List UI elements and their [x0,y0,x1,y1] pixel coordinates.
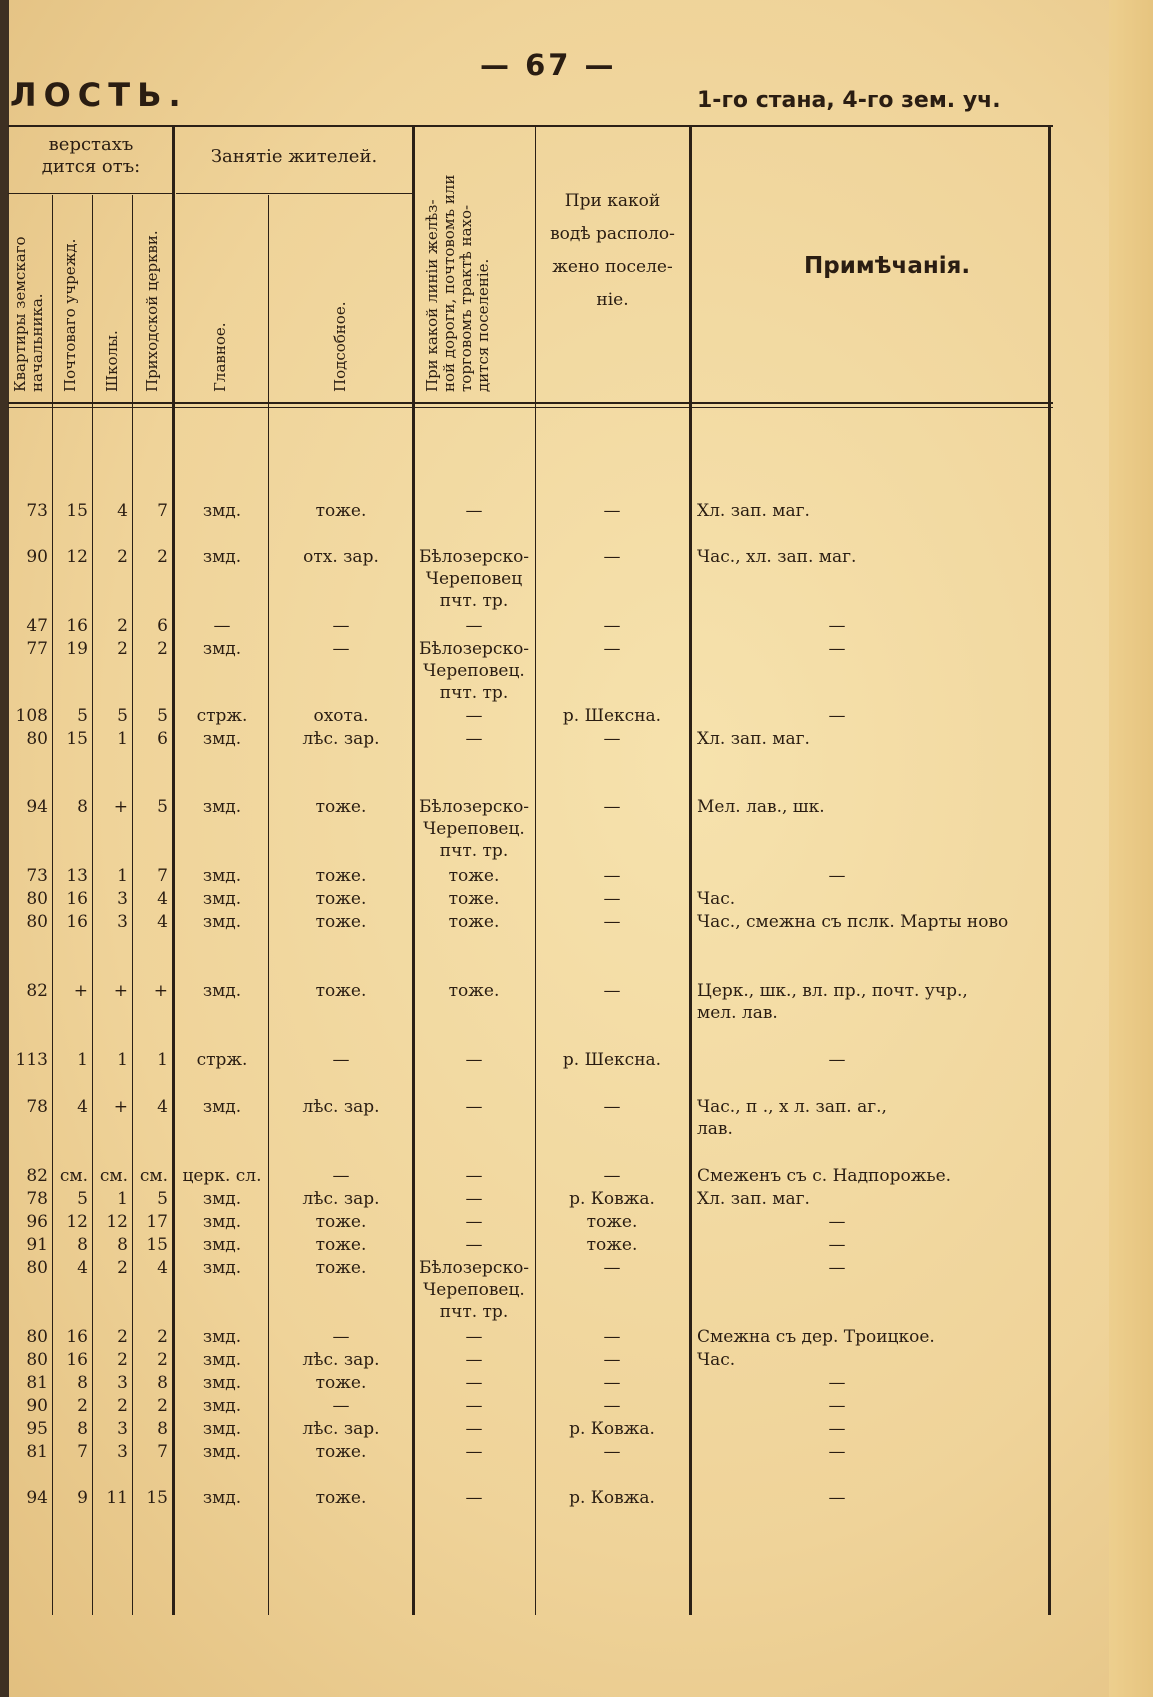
cell-zemsky-chief: 81 [26,1442,48,1462]
cell-zemsky-chief: 94 [26,1488,48,1508]
cell-water: р. Ковжа. [569,1189,655,1209]
table-row [0,888,1060,910]
cell-post-office: 9 [77,1488,88,1508]
cell-zemsky-chief: 77 [26,639,48,659]
cell-post-office: 16 [66,1350,88,1370]
cell-schools: 8 [117,1235,128,1255]
cell-parish-church: + [153,981,168,1001]
cell-main-occupation: змд. [202,1419,242,1439]
cell-main-occupation: змд. [202,1442,242,1462]
cell-post-office: 8 [77,1235,88,1255]
cell-notes: — [828,1258,846,1278]
cell-notes: — [828,1488,846,1508]
cell-zemsky-chief: 78 [26,1189,48,1209]
cell-post-office: 12 [66,1212,88,1232]
cell-notes: — [828,1235,846,1255]
cell-parish-church: 2 [157,639,168,659]
cell-water: тоже. [586,1212,638,1232]
page-number: — 67 — [480,48,617,82]
cell-road: — [465,1327,483,1347]
cell-road: — [465,1419,483,1439]
cell-schools: 3 [117,1373,128,1393]
cell-road: — [465,1166,483,1186]
cell-main-occupation: змд. [202,1097,242,1117]
cell-post-office: 4 [77,1258,88,1278]
cell-parish-church: 1 [157,1050,168,1070]
cell-aux-occupation: тоже. [315,889,367,909]
cell-road: — [465,1050,483,1070]
cell-water: р. Ковжа. [569,1419,655,1439]
cell-main-occupation: змд. [202,639,242,659]
cell-aux-occupation: — [332,639,350,659]
cell-notes: Час. [697,889,736,909]
table-row [0,705,1060,727]
cell-schools: 1 [117,1189,128,1209]
cell-notes: Час. [697,1350,736,1370]
table-row [0,1049,1060,1071]
cell-main-occupation: змд. [202,1350,242,1370]
cell-post-office: 13 [66,866,88,886]
cell-road: — [465,1235,483,1255]
cell-parish-church: 5 [157,797,168,817]
cell-zemsky-chief: 82 [26,1166,48,1186]
cell-water: — [603,1442,621,1462]
cell-road: тоже. [448,912,500,932]
cell-water: — [603,501,621,521]
cell-notes: Час., хл. зап. маг. [697,547,857,567]
cell-post-office: 15 [66,729,88,749]
cell-zemsky-chief: 80 [26,1258,48,1278]
cell-zemsky-chief: 80 [26,912,48,932]
cell-water: — [603,797,621,817]
cell-water: — [603,1258,621,1278]
cell-water: — [603,889,621,909]
cell-parish-church: 5 [157,1189,168,1209]
cell-main-occupation: змд. [202,729,242,749]
cell-main-occupation: змд. [202,981,242,1001]
cell-aux-occupation: — [332,616,350,636]
cell-aux-occupation: тоже. [315,912,367,932]
cell-zemsky-chief: 95 [26,1419,48,1439]
cell-water: — [603,639,621,659]
cell-post-office: 8 [77,1419,88,1439]
cell-schools: 5 [117,706,128,726]
table-row [0,1395,1060,1417]
cell-zemsky-chief: 108 [15,706,48,726]
cell-post-office: 5 [77,1189,88,1209]
cell-road: тоже. [448,866,500,886]
cell-schools: 3 [117,1442,128,1462]
cell-aux-occupation: тоже. [315,1442,367,1462]
cell-zemsky-chief: 47 [26,616,48,636]
cell-parish-church: 6 [157,616,168,636]
cell-schools: 3 [117,912,128,932]
cell-post-office: 16 [66,616,88,636]
table-row [0,1372,1060,1394]
cell-parish-church: 6 [157,729,168,749]
col-header-water: При какой водѣ располо- жено поселе- ніе. [550,191,675,310]
cell-post-office: 8 [77,1373,88,1393]
cell-schools: 2 [117,1396,128,1416]
cell-aux-occupation: лѣс. зар. [302,1097,380,1117]
table-row [0,865,1060,887]
cell-aux-occupation: тоже. [315,866,367,886]
cell-notes: Час., п ., х л. зап. аг., лав. [697,1097,887,1139]
cell-road: — [465,1350,483,1370]
cell-main-occupation: змд. [202,866,242,886]
cell-notes: — [828,1396,846,1416]
table-row [0,1326,1060,1348]
col-header-post-office: Почтоваго учрежд. [61,238,79,392]
cell-post-office: 12 [66,547,88,567]
cell-zemsky-chief: 90 [26,547,48,567]
cell-notes: Хл. зап. маг. [697,1189,810,1209]
cell-water: р. Ковжа. [569,1488,655,1508]
cell-water: — [603,981,621,1001]
cell-zemsky-chief: 78 [26,1097,48,1117]
cell-aux-occupation: отх. зар. [303,547,379,567]
cell-schools: 3 [117,889,128,909]
cell-schools: 1 [117,866,128,886]
cell-water: — [603,1350,621,1370]
cell-zemsky-chief: 81 [26,1373,48,1393]
cell-parish-church: см. [139,1166,168,1186]
col-header-schools: Школы. [103,330,121,392]
cell-post-office: 7 [77,1442,88,1462]
cell-road: — [465,706,483,726]
cell-zemsky-chief: 96 [26,1212,48,1232]
cell-zemsky-chief: 73 [26,501,48,521]
cell-schools: + [113,981,128,1001]
table-row [0,1349,1060,1371]
cell-notes: — [828,1442,846,1462]
cell-parish-church: 17 [146,1212,168,1232]
cell-aux-occupation: тоже. [315,981,367,1001]
col-header-parish-church: Приходской церкви. [143,230,161,392]
col-header-road: При какой линіи желѣз- ной дороги, почтовомъ или торговомъ трактѣ нахо- дится поселеніе. [423,174,492,392]
cell-aux-occupation: — [332,1050,350,1070]
cell-water: — [603,1097,621,1117]
table-row [0,796,1060,861]
cell-post-office: 16 [66,912,88,932]
cell-aux-occupation: тоже. [315,1212,367,1232]
table-row [0,1096,1060,1139]
cell-aux-occupation: лѣс. зар. [302,1350,380,1370]
cell-parish-church: 5 [157,706,168,726]
cell-schools: + [113,797,128,817]
cell-notes: — [828,1212,846,1232]
cell-main-occupation: церк. сл. [182,1166,262,1186]
cell-schools: 4 [117,501,128,521]
cell-zemsky-chief: 113 [15,1050,48,1070]
cell-main-occupation: стрж. [196,1050,248,1070]
cell-main-occupation: змд. [202,1258,242,1278]
volost-title: ЛОСТЬ. [10,76,188,114]
table-row [0,1257,1060,1322]
table-row [0,1487,1060,1509]
district-label: 1-го стана, 4-го зем. уч. [697,88,1001,113]
cell-notes: — [828,639,846,659]
cell-main-occupation: змд. [202,889,242,909]
page-edge [1109,0,1153,1697]
cell-aux-occupation: лѣс. зар. [302,1419,380,1439]
table-row [0,638,1060,703]
cell-schools: + [113,1097,128,1117]
cell-notes: Час., смежна съ пслк. Марты ново [697,912,1009,932]
cell-road: — [465,1396,483,1416]
cell-notes: — [828,1373,846,1393]
cell-aux-occupation: — [332,1166,350,1186]
cell-aux-occupation: тоже. [315,1373,367,1393]
cell-parish-church: 8 [157,1419,168,1439]
cell-post-office: 16 [66,889,88,909]
cell-notes: — [828,1050,846,1070]
cell-road: — [465,1212,483,1232]
cell-main-occupation: змд. [202,912,242,932]
cell-water: — [603,1396,621,1416]
cell-parish-church: 7 [157,1442,168,1462]
cell-main-occupation: змд. [202,547,242,567]
cell-road: Бѣлозерско- Череповец пчт. тр. [418,547,530,611]
cell-post-office: 15 [66,501,88,521]
col-header-main-occupation: Главное. [211,322,229,392]
cell-aux-occupation: тоже. [315,1235,367,1255]
cell-road: Бѣлозерско- Череповец. пчт. тр. [418,639,530,703]
cell-post-office: 1 [77,1050,88,1070]
cell-road: — [465,616,483,636]
cell-post-office: 5 [77,706,88,726]
cell-zemsky-chief: 82 [26,981,48,1001]
cell-main-occupation: змд. [202,1488,242,1508]
cell-parish-church: 8 [157,1373,168,1393]
cell-parish-church: 4 [157,889,168,909]
cell-water: — [603,1327,621,1347]
cell-post-office: 4 [77,1097,88,1117]
cell-notes: — [828,866,846,886]
cell-zemsky-chief: 73 [26,866,48,886]
cell-road: — [465,1097,483,1117]
cell-road: — [465,1488,483,1508]
cell-schools: 2 [117,1258,128,1278]
cell-main-occupation: змд. [202,501,242,521]
cell-post-office: 8 [77,797,88,817]
cell-schools: 2 [117,1350,128,1370]
cell-notes: Хл. зап. маг. [697,729,810,749]
cell-aux-occupation: тоже. [315,501,367,521]
table-row [0,1211,1060,1233]
cell-parish-church: 4 [157,1097,168,1117]
cell-zemsky-chief: 90 [26,1396,48,1416]
col-header-notes: Примѣчанія. [804,253,971,279]
cell-zemsky-chief: 80 [26,1327,48,1347]
cell-water: — [603,1373,621,1393]
cell-road: — [465,501,483,521]
cell-notes: Хл. зап. маг. [697,501,810,521]
table-row [0,728,1060,750]
cell-main-occupation: змд. [202,1373,242,1393]
table-row [0,1165,1060,1187]
cell-zemsky-chief: 80 [26,729,48,749]
cell-water: тоже. [586,1235,638,1255]
cell-schools: 2 [117,616,128,636]
cell-water: — [603,866,621,886]
cell-parish-church: 7 [157,501,168,521]
cell-road: — [465,1189,483,1209]
table-row [0,911,1060,933]
cell-schools: 1 [117,729,128,749]
cell-parish-church: 2 [157,1350,168,1370]
cell-parish-church: 15 [146,1235,168,1255]
cell-schools: 2 [117,1327,128,1347]
cell-water: — [603,616,621,636]
cell-post-office: см. [59,1166,88,1186]
cell-road: Бѣлозерско- Череповец. пчт. тр. [418,797,530,861]
table-row [0,500,1060,522]
cell-schools: 3 [117,1419,128,1439]
cell-notes: — [828,616,846,636]
cell-aux-occupation: лѣс. зар. [302,1189,380,1209]
cell-post-office: 16 [66,1327,88,1347]
cell-schools: 11 [106,1488,128,1508]
cell-water: — [603,729,621,749]
cell-road: — [465,1373,483,1393]
cell-notes: Мел. лав., шк. [697,797,825,817]
cell-post-office: + [73,981,88,1001]
cell-water: — [603,912,621,932]
cell-aux-occupation: тоже. [315,797,367,817]
cell-main-occupation: змд. [202,1396,242,1416]
cell-parish-church: 4 [157,912,168,932]
cell-aux-occupation: лѣс. зар. [302,729,380,749]
cell-post-office: 19 [66,639,88,659]
cell-road: Бѣлозерско- Череповец. пчт. тр. [418,1258,530,1322]
cell-schools: 2 [117,639,128,659]
cell-aux-occupation: тоже. [315,1258,367,1278]
cell-main-occupation: стрж. [196,706,248,726]
cell-parish-church: 7 [157,866,168,886]
cell-schools: см. [99,1166,128,1186]
table-row [0,1234,1060,1256]
cell-road: тоже. [448,889,500,909]
cell-road: тоже. [448,981,500,1001]
cell-main-occupation: змд. [202,797,242,817]
col-header-zemsky-chief: Квартиры земскаго начальника. [11,236,46,392]
cell-parish-church: 15 [146,1488,168,1508]
table-row [0,546,1060,611]
occupation-group-header: Занятіе жителей. [210,146,378,167]
cell-zemsky-chief: 80 [26,889,48,909]
cell-schools: 2 [117,547,128,567]
table-row [0,1418,1060,1440]
table-row [0,1441,1060,1463]
cell-zemsky-chief: 80 [26,1350,48,1370]
cell-main-occupation: — [213,616,231,636]
cell-aux-occupation: — [332,1327,350,1347]
table-row [0,1188,1060,1210]
table-row [0,980,1060,1023]
cell-post-office: 2 [77,1396,88,1416]
cell-aux-occupation: охота. [313,706,369,726]
cell-parish-church: 2 [157,547,168,567]
col-header-aux-occupation: Подсобное. [331,301,349,392]
cell-parish-church: 2 [157,1327,168,1347]
cell-main-occupation: змд. [202,1235,242,1255]
cell-notes: — [828,706,846,726]
cell-notes: Смеженъ съ с. Надпорожье. [697,1166,952,1186]
cell-notes: Церк., шк., вл. пр., почт. учр., мел. лав. [697,981,968,1023]
distance-group-header: верстахъ дится отъ: [41,134,141,177]
cell-aux-occupation: тоже. [315,1488,367,1508]
cell-water: р. Шексна. [562,1050,662,1070]
table-row [0,615,1060,637]
cell-road: — [465,729,483,749]
cell-water: — [603,547,621,567]
cell-main-occupation: змд. [202,1212,242,1232]
cell-main-occupation: змд. [202,1189,242,1209]
cell-road: — [465,1442,483,1462]
cell-schools: 1 [117,1050,128,1070]
cell-parish-church: 4 [157,1258,168,1278]
cell-water: р. Шексна. [562,706,662,726]
cell-zemsky-chief: 94 [26,797,48,817]
cell-main-occupation: змд. [202,1327,242,1347]
cell-aux-occupation: — [332,1396,350,1416]
cell-zemsky-chief: 91 [26,1235,48,1255]
cell-schools: 12 [106,1212,128,1232]
cell-notes: Смежна съ дер. Троицкое. [697,1327,935,1347]
cell-water: — [603,1166,621,1186]
cell-notes: — [828,1419,846,1439]
cell-parish-church: 2 [157,1396,168,1416]
